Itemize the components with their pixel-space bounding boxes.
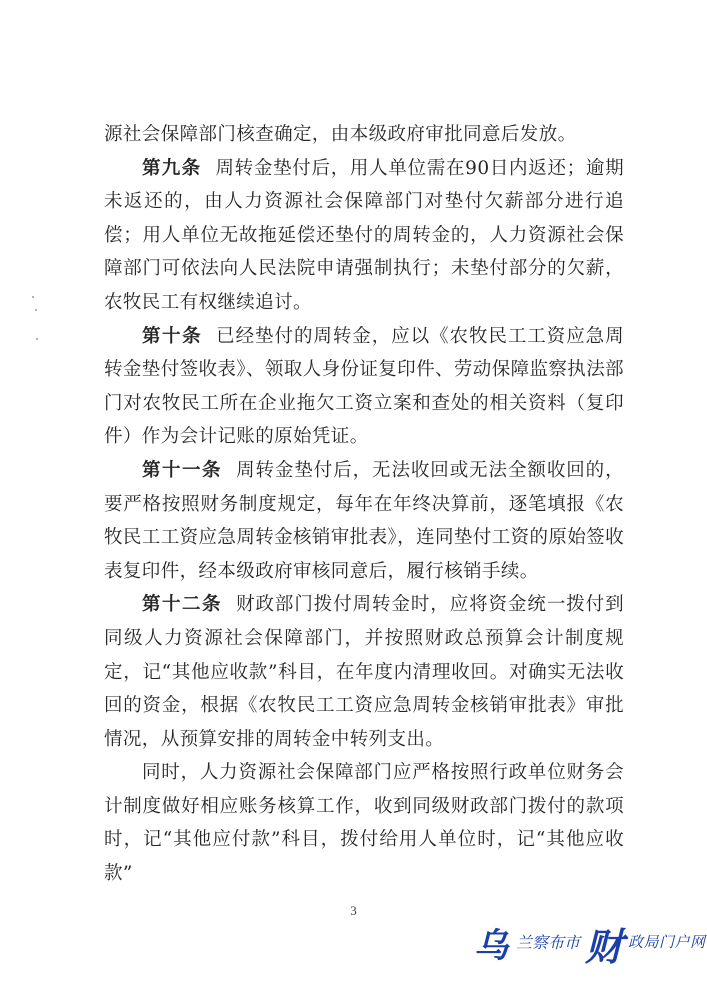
paragraph-text: 周转金垫付后，用人单位需在90日内返还；逾期未返还的，由人力资源社会保障部门对垫付欠薪部分进行追偿；用人单位无故拖延偿还垫付的周转金的，人力资源社会保障部门可依法向人民法院申请强制执行；未垫付部分的欠薪，农牧民工有权继续追讨。 xyxy=(104,157,624,313)
watermark-bird-char: 乌 xyxy=(474,926,508,966)
watermark-site-text: 政局门户网 xyxy=(628,933,706,951)
paragraph-text: 已经垫付的周转金，应以《农牧民工工资应急周转金垫付签收表》、领取人身份证复印件、劳动保障监察执法部门对农牧民工所在企业拖欠工资立案和查处的相关资料（复印件）作为会计记账的原始凭证。 xyxy=(104,325,624,448)
article-label: 第十一条 xyxy=(142,459,223,481)
scan-speck xyxy=(36,338,38,340)
article-label: 第九条 xyxy=(142,157,202,179)
article-label: 第十二条 xyxy=(142,594,223,616)
paragraph-article-11 xyxy=(104,454,624,588)
paragraph-text: 财政部门拨付周转金时，应将资金统一拨付到同级人力资源社会保障部门，并按照财政总预算会计制度规定，记“其他应收款”科目，在年度内清理收回。对确实无法收回的资金，根据《农牧民工工资应急周转金核销审批表》审批情况，从预算安排的周转金中转列支出。 xyxy=(104,594,624,750)
paragraph xyxy=(104,118,624,152)
site-watermark-logo xyxy=(474,918,706,969)
document-body xyxy=(104,118,624,891)
paragraph-text: 同时，人力资源社会保障部门应严格按照行政单位财务会计制度做好相应账务核算工作，收到同级财政部门拨付的款项时，记“其他应付款”科目，拨付给用人单位时，记“其他应收款” xyxy=(104,762,624,885)
scan-speck xyxy=(35,309,37,311)
scan-speck xyxy=(32,296,34,298)
paragraph-article-9 xyxy=(104,152,624,320)
watermark-cai-char: 财 xyxy=(585,924,624,969)
paragraph xyxy=(104,756,624,890)
paragraph-text: 源社会保障部门核查确定，由本级政府审批同意后发放。 xyxy=(104,124,577,145)
watermark-city-text: 兰察布市 xyxy=(516,933,581,952)
page-number: 3 xyxy=(350,903,357,918)
paragraph-text: 周转金垫付后，无法收回或无法全额收回的，要严格按照财务制度规定，每年在年终决算前，逐笔填报《农牧民工工资应急周转金核销审批表》，连同垫付工资的原始签收表复印件，经本级政府审核同意后，履行核销手续。 xyxy=(104,459,624,582)
paragraph-article-10 xyxy=(104,320,624,454)
paragraph-article-12 xyxy=(104,588,624,756)
article-label: 第十条 xyxy=(142,325,203,347)
